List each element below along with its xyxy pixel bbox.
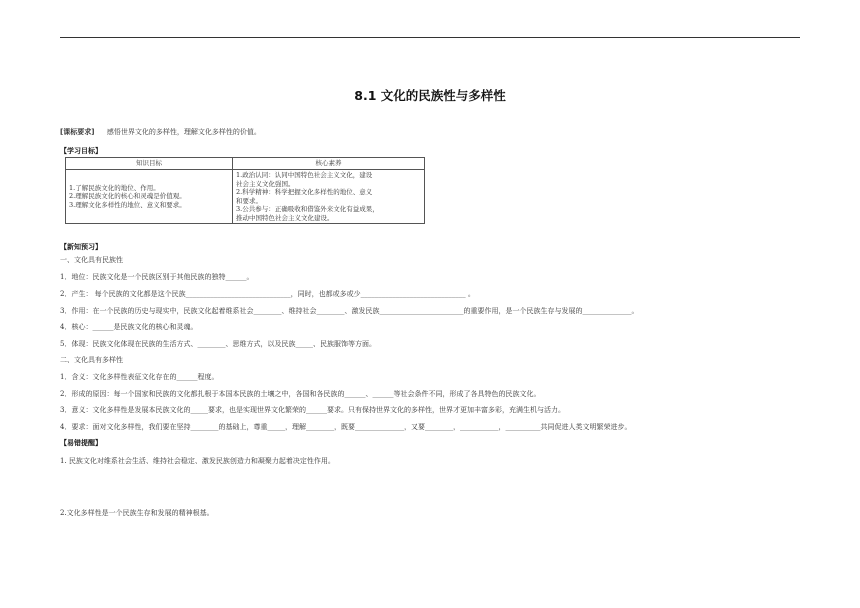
goals-table xyxy=(65,157,425,224)
preview-item: 2．形成的原因：每一个国家和民族的文化都扎根于本国本民族的土壤之中，各国和各民族的______、______等社会条件不同，形成了各具特色的民族文化。 xyxy=(60,390,541,398)
core-goal-line: 推动中国特色社会主义文化建设。 xyxy=(236,213,334,222)
preview-item: 3．作用：在一个民族的历史与现实中，民族文化起着维系社会________、维持社会________、激发民族________________________的重要作用，是一个民族生存与发展的______________。 xyxy=(60,307,639,315)
knowledge-goal: 2.理解民族文化的核心和灵魂是价值观。 xyxy=(69,192,186,201)
tips-heading: 【易错提醒】 xyxy=(60,439,102,447)
goals-col-core: 核心素养 xyxy=(233,158,425,170)
preview-item: 2．产生： 每个民族的文化都是这个民族______________________________，同时，也都或多或少______________________________ 。 xyxy=(60,290,475,298)
preview-item: 4．要求：面对文化多样性，我们要在坚持________的基础上，尊重_____，理解________，既要______________，又要________，___________，__________共同促进人类文明繁荣进步。 xyxy=(60,423,632,431)
goals-heading: 【学习目标】 xyxy=(60,147,102,155)
preview-item: 1．含义：文化多样性表征文化存在的______程度。 xyxy=(60,373,219,381)
core-goal-line: 2.科学精神：科学把握文化多样性的地位、意义 xyxy=(236,188,373,196)
core-goal-line: 和要求。 xyxy=(236,196,262,205)
section-1-title: 一、文化具有民族性 xyxy=(60,256,123,264)
section-2-title: 二、文化具有多样性 xyxy=(60,356,123,364)
core-goal-line: 3.公共参与：正确吸收和借鉴外来文化有益成果， xyxy=(236,205,379,213)
page-title: 8.1 文化的民族性与多样性 xyxy=(354,88,506,103)
core-goal-line: 1.政治认同：认同中国特色社会主义文化，建设 xyxy=(236,171,373,179)
core-goal-line: 社会主义文化强国。 xyxy=(236,179,295,188)
tip-item: 2.文化多样性是一个民族生存和发展的精神根基。 xyxy=(60,509,214,517)
requirement-text: 感悟世界文化的多样性，理解文化多样性的价值。 xyxy=(106,128,261,136)
preview-item: 3．意义：文化多样性是发展本民族文化的_____要求，也是实现世界文化繁荣的______要求。只有保持世界文化的多样性，世界才更加丰富多彩，充满生机与活力。 xyxy=(60,406,565,414)
core-goals-cell xyxy=(233,170,425,224)
preview-item: 4．核心：______是民族文化的核心和灵魂。 xyxy=(60,323,198,331)
header-rule xyxy=(60,37,800,38)
preview-heading: 【新知预习】 xyxy=(60,243,102,251)
goals-col-knowledge: 知识目标 xyxy=(66,158,233,170)
knowledge-goal: 1.了解民族文化的地位、作用。 xyxy=(69,183,160,192)
requirement-line xyxy=(60,128,261,137)
requirement-label: [课标要求] xyxy=(60,128,95,136)
knowledge-goal: 3.理解文化多样性的地位、意义和要求。 xyxy=(69,200,186,209)
preview-item: 1．地位：民族文化是一个民族区别于其他民族的独特______。 xyxy=(60,273,254,281)
tip-item: 1. 民族文化对维系社会生活、维持社会稳定、激发民族创造力和凝聚力起着决定性作用。 xyxy=(60,457,335,465)
knowledge-goals-cell xyxy=(66,170,233,224)
preview-item: 5．体现：民族文化体现在民族的生活方式、________、思维方式，以及民族_____、民族服饰等方面。 xyxy=(60,340,376,348)
